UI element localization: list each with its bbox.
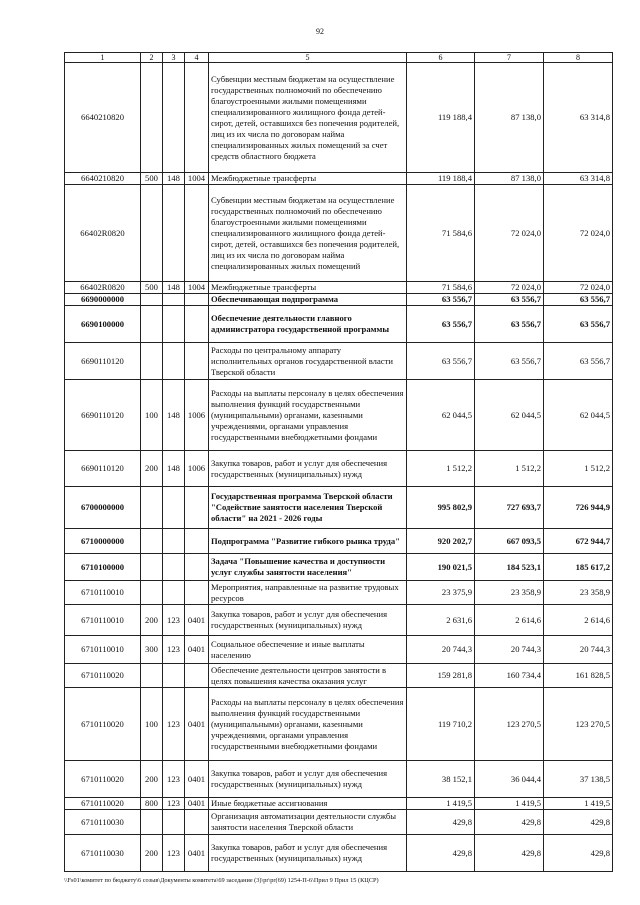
cell-expense-type [141, 343, 163, 380]
table-row [65, 63, 613, 173]
cell-amount-year1: 429,8 [407, 810, 475, 835]
cell-description: Подпрограмма "Развитие гибкого рынка труда" [209, 529, 407, 554]
cell-description: Организация автоматизации деятельности службы занятости населения Тверской области [209, 810, 407, 835]
cell-expense-type [141, 810, 163, 835]
table-row [65, 380, 613, 451]
cell-section [185, 554, 209, 581]
cell-ministry [163, 529, 185, 554]
cell-code: 6710110020 [65, 761, 141, 798]
cell-amount-year3: 63 314,8 [544, 63, 613, 173]
cell-amount-year3: 63 314,8 [544, 173, 613, 185]
cell-amount-year2: 667 093,5 [475, 529, 544, 554]
column-header: 5 [209, 53, 407, 63]
cell-expense-type: 200 [141, 451, 163, 487]
cell-amount-year1: 119 188,4 [407, 173, 475, 185]
cell-expense-type: 200 [141, 605, 163, 636]
cell-expense-type [141, 306, 163, 343]
cell-code: 6690110120 [65, 451, 141, 487]
cell-amount-year3: 672 944,7 [544, 529, 613, 554]
table-row [65, 798, 613, 810]
cell-amount-year2: 20 744,3 [475, 636, 544, 664]
cell-code: 6640210820 [65, 173, 141, 185]
cell-code: 6710110010 [65, 636, 141, 664]
cell-amount-year2: 72 024,0 [475, 282, 544, 294]
cell-description: Расходы на выплаты персоналу в целях обеспечения выполнения функций государственными (муниципальными) органами, казенными учреждениями, органами управления государственными внебюджетными фондами [209, 688, 407, 761]
cell-expense-type [141, 294, 163, 306]
cell-amount-year1: 429,8 [407, 835, 475, 872]
cell-section [185, 529, 209, 554]
cell-ministry: 123 [163, 688, 185, 761]
cell-ministry [163, 664, 185, 688]
cell-amount-year1: 63 556,7 [407, 294, 475, 306]
cell-ministry [163, 810, 185, 835]
cell-amount-year3: 161 828,5 [544, 664, 613, 688]
cell-code: 6710110020 [65, 664, 141, 688]
cell-amount-year2: 63 556,7 [475, 294, 544, 306]
cell-description: Обеспечение деятельности главного администратора государственной программы [209, 306, 407, 343]
cell-description: Расходы на выплаты персоналу в целях обеспечения выполнения функций государственными (муниципальными) органами, казенными учреждениями, органами управления государственными внебюджетными фондами [209, 380, 407, 451]
cell-expense-type: 500 [141, 282, 163, 294]
cell-amount-year1: 119 710,2 [407, 688, 475, 761]
file-path-footer: \\Fs01\комитет по бюджету\6 созыв\Документы комитета\69 заседание (3)\pr\pr(69) 1254-П-6\Прил 9 Прил 15 (КЦСР) [64, 877, 379, 884]
cell-amount-year2: 123 270,5 [475, 688, 544, 761]
column-header: 4 [185, 53, 209, 63]
cell-section [185, 294, 209, 306]
cell-code: 6710110010 [65, 605, 141, 636]
cell-code: 6710110020 [65, 688, 141, 761]
cell-amount-year3: 1 512,2 [544, 451, 613, 487]
cell-amount-year3: 429,8 [544, 835, 613, 872]
cell-description: Иные бюджетные ассигнования [209, 798, 407, 810]
cell-amount-year1: 995 802,9 [407, 487, 475, 529]
cell-code: 6700000000 [65, 487, 141, 529]
cell-section [185, 810, 209, 835]
table-row [65, 605, 613, 636]
cell-code: 6710000000 [65, 529, 141, 554]
table-row [65, 835, 613, 872]
cell-section: 0401 [185, 798, 209, 810]
cell-description: Закупка товаров, работ и услуг для обеспечения государственных (муниципальных) нужд [209, 835, 407, 872]
cell-amount-year2: 87 138,0 [475, 173, 544, 185]
cell-ministry: 123 [163, 798, 185, 810]
cell-section [185, 664, 209, 688]
cell-amount-year3: 62 044,5 [544, 380, 613, 451]
cell-amount-year1: 38 152,1 [407, 761, 475, 798]
cell-code: 6690000000 [65, 294, 141, 306]
cell-description: Расходы по центральному аппарату исполнительных органов государственной власти Тверской области [209, 343, 407, 380]
table-row [65, 185, 613, 282]
cell-amount-year1: 159 281,8 [407, 664, 475, 688]
cell-amount-year2: 87 138,0 [475, 63, 544, 173]
cell-amount-year2: 429,8 [475, 835, 544, 872]
cell-expense-type [141, 581, 163, 605]
cell-amount-year3: 2 614,6 [544, 605, 613, 636]
cell-code: 66402R0820 [65, 185, 141, 282]
cell-amount-year2: 36 044,4 [475, 761, 544, 798]
cell-amount-year2: 429,8 [475, 810, 544, 835]
cell-amount-year1: 63 556,7 [407, 343, 475, 380]
column-header: 2 [141, 53, 163, 63]
cell-description: Обеспечение деятельности центров занятости в целях повышения качества оказания услуг [209, 664, 407, 688]
table-row [65, 529, 613, 554]
column-header: 7 [475, 53, 544, 63]
cell-amount-year1: 119 188,4 [407, 63, 475, 173]
cell-amount-year3: 20 744,3 [544, 636, 613, 664]
cell-expense-type: 100 [141, 380, 163, 451]
cell-ministry [163, 63, 185, 173]
cell-amount-year2: 63 556,7 [475, 306, 544, 343]
cell-description: Государственная программа Тверской области "Содействие занятости населения Тверской области" на 2021 - 2026 годы [209, 487, 407, 529]
cell-amount-year2: 72 024,0 [475, 185, 544, 282]
cell-section: 0401 [185, 636, 209, 664]
cell-ministry [163, 294, 185, 306]
cell-amount-year1: 20 744,3 [407, 636, 475, 664]
cell-amount-year3: 72 024,0 [544, 282, 613, 294]
column-header: 8 [544, 53, 613, 63]
cell-section [185, 343, 209, 380]
cell-expense-type [141, 529, 163, 554]
cell-ministry: 148 [163, 173, 185, 185]
cell-section [185, 185, 209, 282]
cell-section: 0401 [185, 688, 209, 761]
cell-expense-type: 800 [141, 798, 163, 810]
table-row [65, 810, 613, 835]
cell-ministry [163, 306, 185, 343]
cell-ministry: 123 [163, 761, 185, 798]
cell-amount-year2: 1 512,2 [475, 451, 544, 487]
cell-amount-year3: 63 556,7 [544, 306, 613, 343]
column-header: 1 [65, 53, 141, 63]
cell-section: 0401 [185, 761, 209, 798]
cell-amount-year2: 2 614,6 [475, 605, 544, 636]
cell-section [185, 306, 209, 343]
cell-amount-year3: 1 419,5 [544, 798, 613, 810]
cell-section: 0401 [185, 605, 209, 636]
cell-code: 6710110030 [65, 835, 141, 872]
table-row [65, 487, 613, 529]
cell-amount-year2: 727 693,7 [475, 487, 544, 529]
cell-section: 1006 [185, 451, 209, 487]
cell-ministry [163, 185, 185, 282]
cell-expense-type [141, 664, 163, 688]
table-row [65, 761, 613, 798]
cell-amount-year2: 23 358,9 [475, 581, 544, 605]
page-number: 92 [316, 27, 324, 36]
cell-amount-year1: 1 512,2 [407, 451, 475, 487]
cell-code: 6710100000 [65, 554, 141, 581]
cell-ministry [163, 343, 185, 380]
table-row [65, 173, 613, 185]
table-row [65, 282, 613, 294]
cell-amount-year1: 63 556,7 [407, 306, 475, 343]
cell-amount-year3: 63 556,7 [544, 294, 613, 306]
table-row [65, 664, 613, 688]
cell-expense-type [141, 554, 163, 581]
cell-ministry: 123 [163, 636, 185, 664]
cell-description: Закупка товаров, работ и услуг для обеспечения государственных (муниципальных) нужд [209, 605, 407, 636]
cell-expense-type: 200 [141, 835, 163, 872]
cell-amount-year3: 37 138,5 [544, 761, 613, 798]
cell-code: 6640210820 [65, 63, 141, 173]
cell-description: Межбюджетные трансферты [209, 173, 407, 185]
cell-expense-type [141, 185, 163, 282]
cell-code: 6710110020 [65, 798, 141, 810]
cell-expense-type: 200 [141, 761, 163, 798]
cell-amount-year2: 160 734,4 [475, 664, 544, 688]
cell-amount-year3: 23 358,9 [544, 581, 613, 605]
cell-section: 1004 [185, 173, 209, 185]
cell-ministry [163, 581, 185, 605]
column-header: 6 [407, 53, 475, 63]
cell-amount-year1: 62 044,5 [407, 380, 475, 451]
cell-amount-year2: 184 523,1 [475, 554, 544, 581]
budget-table [64, 52, 613, 872]
cell-section [185, 487, 209, 529]
cell-ministry: 148 [163, 451, 185, 487]
cell-amount-year1: 920 202,7 [407, 529, 475, 554]
cell-ministry: 148 [163, 380, 185, 451]
cell-description: Субвенции местным бюджетам на осуществление государственных полномочий по обеспечению благоустроенными жилыми помещениями специализированного жилищного фонда детей-сирот, детей, оставшихся без попечения родителей, лиц из их числа по договорам найма специализированных жилых помещений за счет средств областного бюджета [209, 63, 407, 173]
cell-amount-year3: 429,8 [544, 810, 613, 835]
cell-code: 6710110010 [65, 581, 141, 605]
cell-code: 6690110120 [65, 380, 141, 451]
cell-amount-year2: 1 419,5 [475, 798, 544, 810]
cell-amount-year1: 71 584,6 [407, 282, 475, 294]
cell-expense-type: 100 [141, 688, 163, 761]
cell-description: Закупка товаров, работ и услуг для обеспечения государственных (муниципальных) нужд [209, 451, 407, 487]
cell-amount-year1: 1 419,5 [407, 798, 475, 810]
table-row [65, 554, 613, 581]
cell-amount-year1: 71 584,6 [407, 185, 475, 282]
table-row [65, 294, 613, 306]
cell-amount-year3: 63 556,7 [544, 343, 613, 380]
cell-ministry: 123 [163, 835, 185, 872]
cell-description: Субвенции местным бюджетам на осуществление государственных полномочий по обеспечению благоустроенными жилыми помещениями специализированного жилищного фонда детей-сирот, детей, оставшихся без попечения родителей, лиц из их числа по договорам найма специализированных жилых помещений [209, 185, 407, 282]
column-header: 3 [163, 53, 185, 63]
cell-code: 6710110030 [65, 810, 141, 835]
cell-section [185, 581, 209, 605]
cell-amount-year2: 63 556,7 [475, 343, 544, 380]
cell-amount-year2: 62 044,5 [475, 380, 544, 451]
cell-amount-year3: 726 944,9 [544, 487, 613, 529]
cell-code: 6690100000 [65, 306, 141, 343]
cell-amount-year1: 23 375,9 [407, 581, 475, 605]
cell-code: 6690110120 [65, 343, 141, 380]
cell-description: Межбюджетные трансферты [209, 282, 407, 294]
cell-expense-type [141, 487, 163, 529]
table-row [65, 688, 613, 761]
cell-expense-type [141, 63, 163, 173]
cell-section: 1004 [185, 282, 209, 294]
table-row [65, 581, 613, 605]
cell-section: 0401 [185, 835, 209, 872]
cell-amount-year3: 72 024,0 [544, 185, 613, 282]
cell-description: Закупка товаров, работ и услуг для обеспечения государственных (муниципальных) нужд [209, 761, 407, 798]
cell-description: Задача "Повышение качества и доступности услуг службы занятости населения" [209, 554, 407, 581]
cell-section: 1006 [185, 380, 209, 451]
cell-ministry [163, 554, 185, 581]
cell-amount-year1: 2 631,6 [407, 605, 475, 636]
cell-code: 66402R0820 [65, 282, 141, 294]
cell-ministry: 148 [163, 282, 185, 294]
cell-description: Обеспечивающая подпрограмма [209, 294, 407, 306]
cell-ministry [163, 487, 185, 529]
table-row [65, 343, 613, 380]
table-row [65, 451, 613, 487]
cell-description: Мероприятия, направленные на развитие трудовых ресурсов [209, 581, 407, 605]
cell-amount-year1: 190 021,5 [407, 554, 475, 581]
cell-ministry: 123 [163, 605, 185, 636]
cell-expense-type: 300 [141, 636, 163, 664]
cell-expense-type: 500 [141, 173, 163, 185]
cell-section [185, 63, 209, 173]
cell-amount-year3: 123 270,5 [544, 688, 613, 761]
column-header-row [65, 53, 613, 63]
table-row [65, 306, 613, 343]
cell-amount-year3: 185 617,2 [544, 554, 613, 581]
cell-description: Социальное обеспечение и иные выплаты населению [209, 636, 407, 664]
table-row [65, 636, 613, 664]
